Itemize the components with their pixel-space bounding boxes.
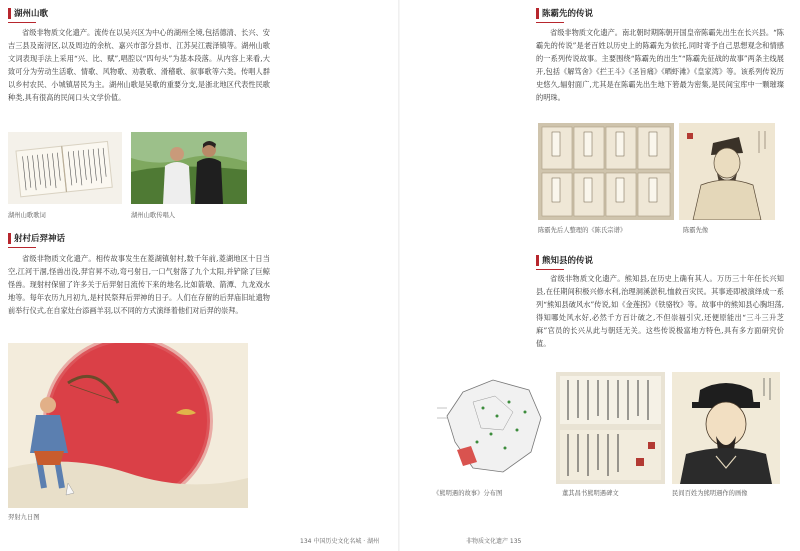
caption-genealogy: 陈霸先后人整理的《陈氏宗谱》 — [538, 227, 627, 234]
heading-xiong-county — [536, 254, 593, 266]
section-title: 射村后羿神话 — [14, 234, 66, 244]
heading-chen-baxian — [536, 7, 593, 19]
heading-rule — [536, 269, 564, 270]
section-title: 陈霸先的传说 — [542, 9, 594, 19]
chen-baxian-portrait — [679, 123, 775, 220]
caption-distribution-map: 《熊明遇的故事》分布图 — [433, 490, 503, 497]
song-lyrics-book-image — [8, 132, 122, 204]
caption-chen-portrait: 陈霸先像 — [683, 227, 709, 234]
section-body: 省级非物质文化遗产。流传在以吴兴区为中心的湖州全境,包括德清、长兴、安吉三县及南浔区,以及周边的余杭、嘉兴市部分县市、江苏吴江震泽镇等。湖州山歌文词表现手法上采用“兴、比、赋”,唱腔以“四句头”为基本段落。从内容上来看,大致可分为劳动生活歌、情歌、风物歌、劝教歌、滑稽歌、叙事歌等六类。传唱人群以乡村农民、小城镇居民为主。湖州山歌是吴歌的重要分支,是浙北地区代表性民歌种类,具有很高的民间口头文学价值。 — [8, 28, 270, 102]
heading-huzhou-folk-songs — [8, 7, 48, 19]
section-body: 省级非物质文化遗产。南北朝时期陈朝开国皇帝陈霸先出生在长兴县。“陈霸先的传说”是老百姓以历史上的陈霸先为依托,同时寄予自己思想观念和情感的一系列传说故事。主要围绕“陈霸先的出生”“陈霸先征战的故事”两条主线展开,包括《解笃舍》《拦王斗》《圣旨痛》《晒虾滩》《皇家湾》等。该系列传说历史悠久,辐射面广,尤其是在陈霸先出生地下箬最为密集,是民间宝库中一颗璀璨的明珠。 — [536, 28, 784, 102]
heading-houyi-myth — [8, 232, 65, 244]
section-body: 省级非物质文化遗产。熊知县,在历史上确有其人。万历三十年任长兴知县,在任期间积极兴修水利,治理洞溪淤积,恤救百灾民。其事迹即被演绎成一系列“熊知县破风水”传说,如《金莲拐》《铁骆牧》等。故事中的熊知县心胸坦荡,得知哪处风水好,必然千方百计破之,不但崇福引灾,还便原能出“三斗三升芝麻”官员的长兴从此与朝廷无关。这些传说极富地方特色,具有多方面研究价值。 — [536, 274, 784, 348]
caption-stele: 董其昌书熊明遇碑文 — [562, 490, 619, 497]
heading-marker — [536, 255, 539, 266]
heading-marker — [8, 233, 11, 244]
heading-rule — [8, 247, 36, 248]
xiong-mingyu-portrait — [672, 372, 780, 484]
story-distribution-map — [433, 372, 548, 484]
caption-houyi: 羿射九日图 — [8, 514, 40, 521]
heading-rule — [536, 22, 564, 23]
houyi-shooting-suns-painting — [8, 343, 248, 508]
caption-xiong-portrait: 民间百姓为熊明遇作的画像 — [672, 490, 748, 497]
dong-qichang-stele-calligraphy — [556, 372, 665, 484]
section-title: 熊知县的传说 — [542, 256, 594, 266]
chen-genealogy-books-image — [538, 123, 674, 220]
section-title: 湖州山歌 — [14, 9, 49, 19]
section-body: 省级非物质文化遗产。相传故事发生在菱湖镇射村,数千年前,菱湖地区十日当空,江河干涸,怪兽出没,羿官昇不动,弯弓射日,一口气射落了九个太阳,并铲除了巨鲸怪兽。现射村保留了许多关于后羿射日流传下来的地名,比如箭墩、箭潭、九龙戏水地等。每年农历九月初九,是村民祭拜后羿神的日子。人们在存留的后羿庙旧址遗物前举行仪式,在自家灶台添画羊羽,以不同的方式演绎着他们对后羿的崇拜。 — [8, 254, 270, 315]
folk-singers-photo — [131, 132, 247, 204]
heading-rule — [8, 22, 36, 23]
caption-song-lyrics: 湖州山歌歌词 — [8, 212, 46, 219]
caption-singers: 湖州山歌传唱人 — [131, 212, 176, 219]
page-folio-left: 134 中国历史文化名城 · 湖州 — [300, 538, 380, 545]
heading-marker — [8, 8, 11, 19]
heading-marker — [536, 8, 539, 19]
page-folio-right: 非物质文化遗产 135 — [466, 538, 522, 545]
right-page — [400, 0, 800, 551]
